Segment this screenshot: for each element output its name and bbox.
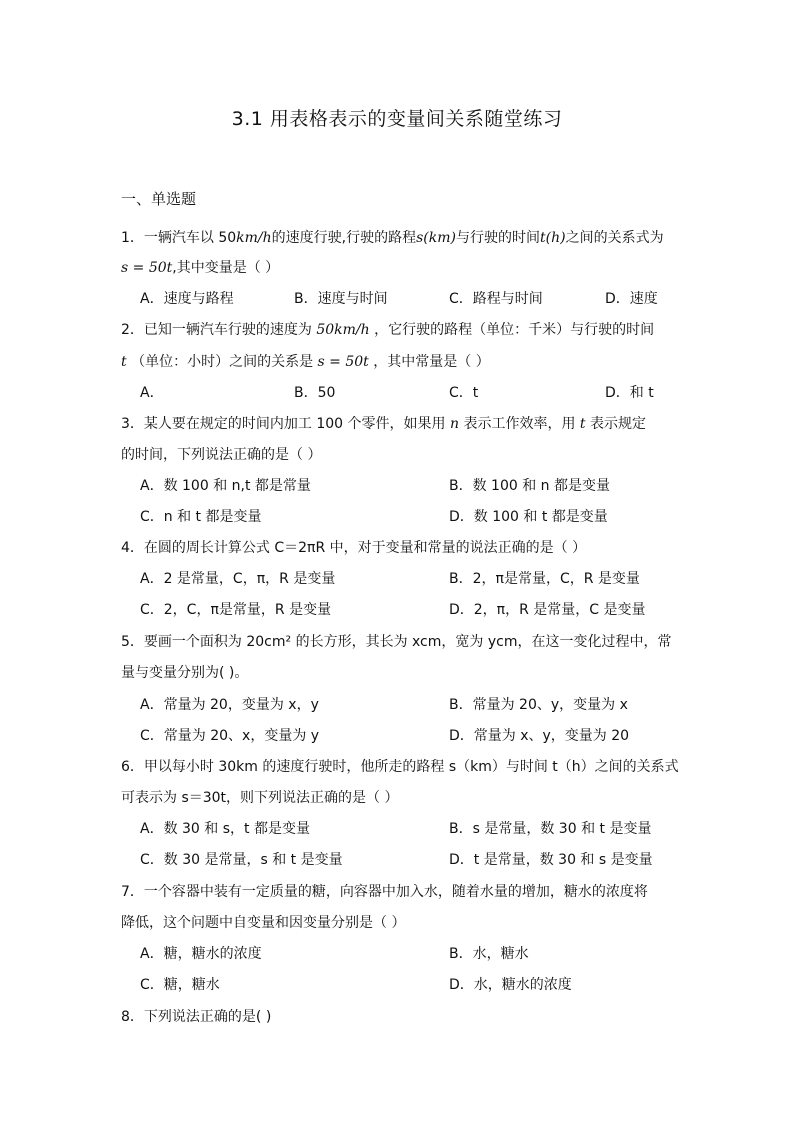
question-1-line-2: s = 50t,其中变量是（ ）	[121, 260, 280, 276]
q7-option-d[interactable]: D．水，糖水的浓度	[449, 977, 572, 993]
question-7-line-2: 降低，这个问题中自变量和因变量分别是（ ）	[121, 915, 406, 931]
question-2-line-2: t （单位：小时）之间的关系是 s = 50t ，其中常量是（ ）	[121, 354, 490, 370]
q6-option-a[interactable]: A．数 30 和 s，t 都是变量	[140, 821, 310, 837]
q6-option-b[interactable]: B．s 是常量，数 30 和 t 是变量	[449, 821, 652, 837]
q3-option-c[interactable]: C．n 和 t 都是变量	[140, 509, 262, 525]
question-7-line-1: 7．一个容器中装有一定质量的糖，向容器中加入水，随着水量的增加，糖水的浓度将	[121, 884, 648, 900]
page-title: 3.1 用表格表示的变量间关系随堂练习	[231, 108, 563, 130]
question-6-line-2: 可表示为 s＝30t，则下列说法正确的是（ ）	[121, 790, 399, 806]
question-8-line-1: 8．下列说法正确的是( )	[121, 1009, 272, 1025]
question-3-line-2: 的时间，下列说法正确的是（ ）	[121, 447, 322, 463]
q2-option-a[interactable]: A．	[140, 385, 164, 401]
q1-option-d[interactable]: D．速度	[605, 291, 658, 307]
question-5-line-1: 5．要画一个面积为 20cm² 的长方形，其长为 xcm，宽为 ycm，在这一变化过程中，常	[121, 634, 672, 650]
question-6-line-1: 6．甲以每小时 30km 的速度行驶时，他所走的路程 s（km）与时间 t（h）之间的关系式	[121, 759, 679, 775]
q5-option-b[interactable]: B．常量为 20、y，变量为 x	[449, 697, 628, 713]
q7-option-c[interactable]: C．糖，糖水	[140, 977, 220, 993]
question-1-line-1: 1．一辆汽车以 50km/h的速度行驶,行驶的路程s(km)与行驶的时间t(h)之间的关系式为	[121, 230, 664, 246]
q2-option-b[interactable]: B．50	[294, 385, 336, 401]
question-2-line-1: 2．已知一辆汽车行驶的速度为 50km/h ，它行驶的路程（单位：千米）与行驶的时间	[121, 322, 655, 338]
q4-option-c[interactable]: C．2，C，π是常量，R 是变量	[140, 602, 332, 618]
q1-option-a[interactable]: A．速度与路程	[140, 291, 234, 307]
section-heading: 一、单选题	[121, 190, 197, 208]
q3-option-d[interactable]: D．数 100 和 t 都是变量	[449, 509, 608, 525]
question-3-line-1: 3．某人要在规定的时间内加工 100 个零件，如果用 n 表示工作效率，用 t 表示规定	[121, 416, 647, 432]
q4-option-d[interactable]: D．2，π，R 是常量，C 是变量	[449, 602, 646, 618]
q5-option-a[interactable]: A．常量为 20，变量为 x，y	[140, 697, 319, 713]
q4-option-a[interactable]: A．2 是常量，C，π，R 是变量	[140, 571, 336, 587]
q1-option-b[interactable]: B．速度与时间	[294, 291, 388, 307]
q2-option-d[interactable]: D．和 t	[605, 385, 654, 401]
q3-option-a[interactable]: A．数 100 和 n,t 都是常量	[140, 478, 311, 494]
q4-option-b[interactable]: B．2，π是常量，C，R 是变量	[449, 571, 640, 587]
q7-option-a[interactable]: A．糖，糖水的浓度	[140, 946, 262, 962]
q7-option-b[interactable]: B．水，糖水	[449, 946, 529, 962]
q3-option-b[interactable]: B．数 100 和 n 都是变量	[449, 478, 610, 494]
q1-option-c[interactable]: C．路程与时间	[449, 291, 543, 307]
q6-option-c[interactable]: C．数 30 是常量，s 和 t 是变量	[140, 852, 343, 868]
question-5-line-2: 量与变量分别为( )。	[121, 665, 249, 681]
q5-option-c[interactable]: C．常量为 20、x，变量为 y	[140, 728, 320, 744]
q2-option-c[interactable]: C．t	[449, 385, 479, 401]
q6-option-d[interactable]: D．t 是常量，数 30 和 s 是变量	[449, 852, 653, 868]
question-4-line-1: 4．在圆的周长计算公式 C＝2πR 中，对于变量和常量的说法正确的是（ ）	[121, 540, 587, 556]
q5-option-d[interactable]: D．常量为 x、y，变量为 20	[449, 728, 630, 744]
